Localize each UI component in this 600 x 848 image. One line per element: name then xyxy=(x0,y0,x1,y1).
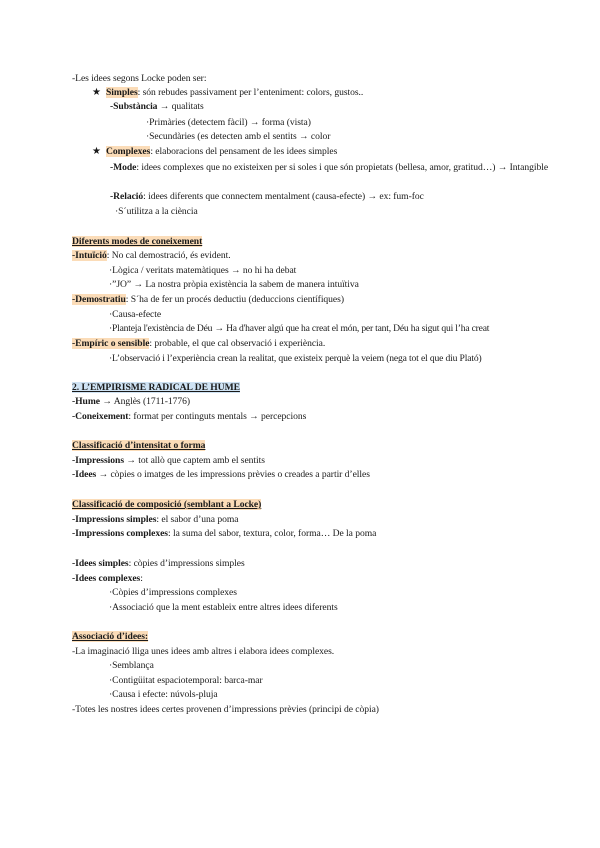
idees-complexes-item-1: ·Còpies d’impressions complexes xyxy=(109,587,237,598)
impressions-line xyxy=(72,455,265,467)
idees-simples-line xyxy=(72,558,245,570)
associacio-item-2: ·Contigüitat espaciotemporal: barca-mar xyxy=(109,675,263,686)
hume-label: -Hume xyxy=(72,396,100,407)
mode-text: : idees complexes que no existeixen per si soles i que són propietats (bellesa, amor, gratitud…) → Intangible xyxy=(136,162,549,173)
composicio-title-text: Classificació de composició (semblant a Locke) xyxy=(72,499,262,510)
associacio-title xyxy=(72,631,148,643)
idees-complexes-label: -Idees complexes xyxy=(72,573,141,584)
idees-complexes-line xyxy=(72,573,143,585)
intuicio-label: -Intuïció xyxy=(72,250,107,261)
imp-complexes-text: : la suma del sabor, textura, color, forma… De la poma xyxy=(168,528,377,539)
intensitat-title-text: Classificació d’intensitat o forma xyxy=(72,440,206,451)
demostratiu-item-1: ·Causa-efecte xyxy=(109,309,162,320)
hume-title-text: 2. L’EMPIRISME RADICAL DE HUME xyxy=(72,382,240,393)
empiric-line xyxy=(72,338,325,350)
relacio-note: ·S´utilitza a la ciència xyxy=(115,206,198,217)
intuicio-item-2: ·”JO” → La nostra pròpia existència la sabem de manera intuïtiva xyxy=(109,279,359,290)
intuicio-line xyxy=(72,250,231,262)
associacio-closing: -Totes les nostres idees certes provenen d’impressions prèvies (principi de còpia) xyxy=(72,704,379,715)
imp-simples-label: -Impressions simples xyxy=(72,514,157,525)
complexes-label: Complexes xyxy=(106,146,151,157)
hume-coneixement-text: : format per continguts mentals → percepcions xyxy=(128,411,307,422)
demostratiu-item-2: ·Planteja l'existència de Déu → Ha d'haver algú que ha creat el món, per tant, Déu ha sigut qui l’ha creat xyxy=(109,323,490,334)
associacio-title-text: Associació d’idees: xyxy=(72,631,149,642)
coneixement-title-text: Diferents modes de coneixement xyxy=(72,236,203,247)
impressions-label: -Impressions xyxy=(72,455,124,466)
idees-text: → còpies o imatges de les impressions prèvies o creades a partir d’elles xyxy=(96,469,370,480)
substancia-text: → qualitats xyxy=(157,101,204,112)
intuicio-item-1: ·Lògica / veritats matemàtiques → no hi ha debat xyxy=(109,265,297,276)
relacio-line xyxy=(110,191,424,203)
imp-simples-text: : el sabor d’una poma xyxy=(156,514,239,525)
idees-line xyxy=(72,469,370,481)
hume-coneixement-line xyxy=(72,411,306,423)
imp-complexes-label: -Impressions complexes xyxy=(72,528,168,539)
substancia-label: -Substància xyxy=(110,101,158,112)
imp-complexes-line xyxy=(72,528,376,540)
simples-text: : són rebudes passivament per l’enteniment: colors, gustos.. xyxy=(137,87,364,98)
hume-text: → Anglès (1711-1776) xyxy=(100,396,190,407)
relacio-text: : idees diferents que connectem mentalment (causa-efecte) → ex: fum-foc xyxy=(143,191,424,202)
intuicio-text: : No cal demostració, és evident. xyxy=(106,250,231,261)
secundaries-line: ·Secundàries (es detecten amb el sentits → color xyxy=(146,131,331,142)
complexes-line xyxy=(92,146,337,158)
hume-title xyxy=(72,382,240,394)
idees-complexes-item-2: ·Associació que la ment estableix entre altres idees diferents xyxy=(109,602,338,613)
star-bullet-icon: ★ xyxy=(92,146,101,157)
associacio-item-3: ·Causa i efecte: núvols-pluja xyxy=(109,689,218,700)
idees-complexes-text: : xyxy=(140,573,143,584)
idees-simples-label: -Idees simples xyxy=(72,558,129,569)
intensitat-title xyxy=(72,440,205,452)
complexes-text: : elaboracions del pensament de les idees simples xyxy=(150,146,338,157)
demostratiu-line xyxy=(72,294,344,306)
associacio-intro: -La imaginació lliga unes idees amb altres i elabora idees complexes. xyxy=(72,646,335,657)
primaries-line: ·Primàries (detectem fàcil) → forma (vista) xyxy=(146,117,311,128)
mode-line xyxy=(110,161,560,175)
simples-label: Simples xyxy=(106,87,138,98)
simples-line xyxy=(92,87,363,99)
empiric-text: : probable, el que cal observació i experiència. xyxy=(149,338,326,349)
idees-label: -Idees xyxy=(72,469,97,480)
substancia-line xyxy=(110,101,204,113)
demostratiu-label: -Demostratiu xyxy=(72,294,126,305)
coneixement-title xyxy=(72,236,202,248)
empiric-label: -Empíric o sensible xyxy=(72,338,150,349)
star-bullet-icon: ★ xyxy=(92,87,101,98)
imp-simples-line xyxy=(72,514,238,526)
demostratiu-text: : S´ha de fer un procés deductiu (deduccions científiques) xyxy=(125,294,344,305)
empiric-item-1: ·L’observació i l’experiència crean la realitat, que existeix perquè la veiem (nega tot el que diu Plató) xyxy=(109,353,482,364)
hume-coneixement-label: -Coneixement xyxy=(72,411,129,422)
impressions-text: → tot allò que captem amb el sentits xyxy=(124,455,265,466)
composicio-title xyxy=(72,499,261,511)
idees-simples-text: : còpies d’impressions simples xyxy=(128,558,245,569)
relacio-label: -Relació xyxy=(110,191,144,202)
associacio-item-1: ·Semblança xyxy=(109,660,154,671)
mode-label: -Mode xyxy=(110,162,137,173)
hume-line xyxy=(72,396,190,408)
locke-intro: -Les idees segons Locke poden ser: xyxy=(72,73,207,84)
